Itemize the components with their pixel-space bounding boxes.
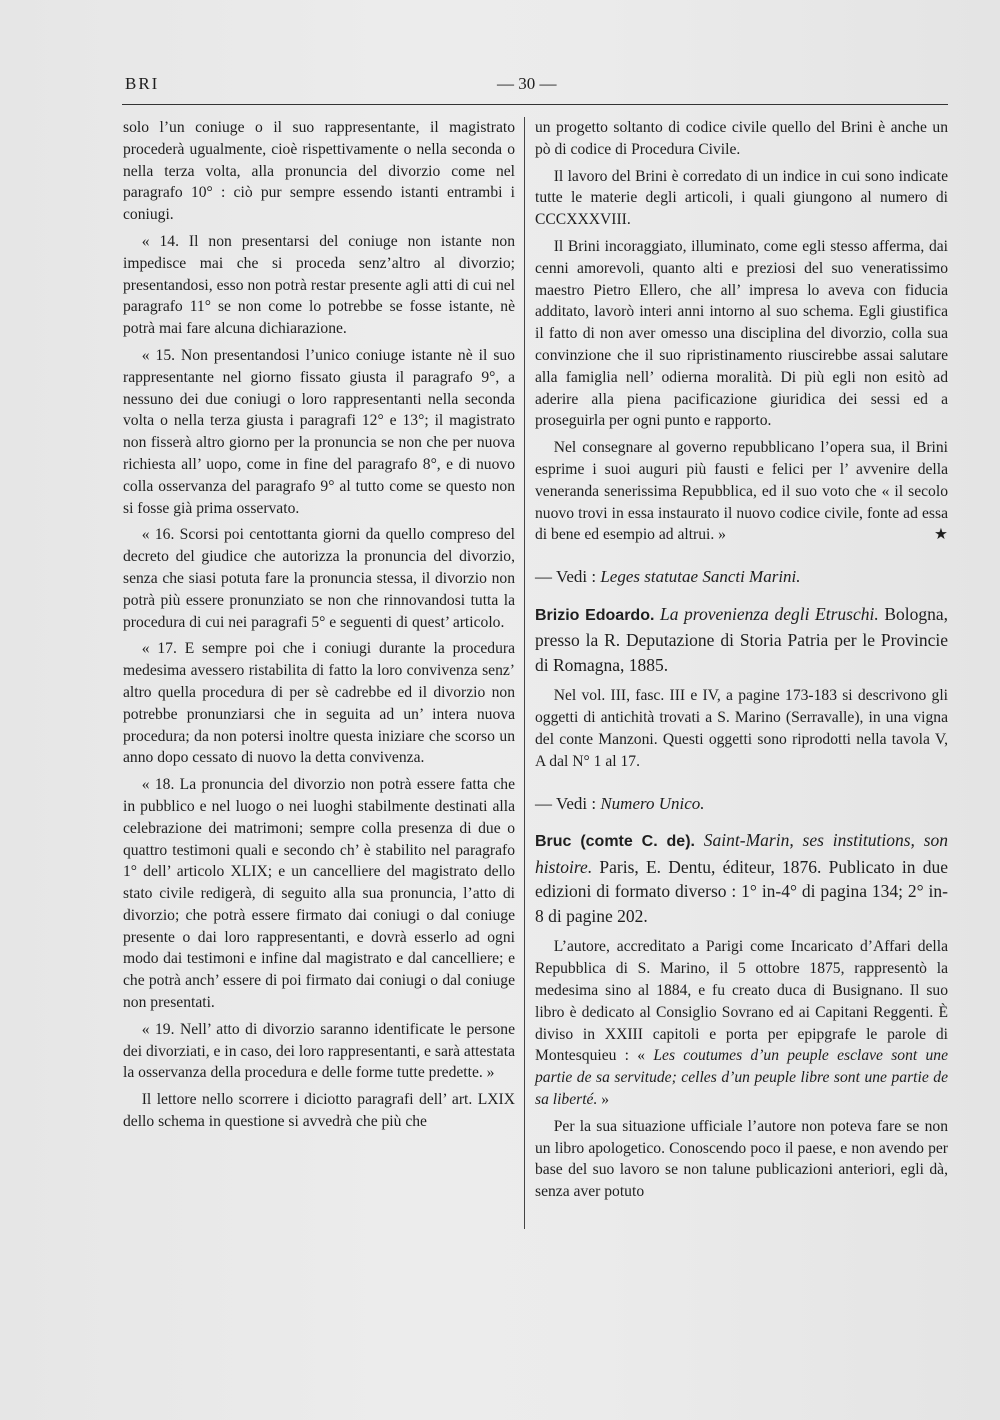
see-target: Leges statutae Sancti Marini. [600, 567, 801, 587]
paragraph: « 16. Scorsi poi centottanta giorni da quello compreso del decreto del giudice che autorizza la pronuncia del divorzio, senza che siasi potuta fare la pronuncia stessa, il divorzio non potrà più essere pronunziato se non che rinnovandosi tutta la procedura di cui nei paragrafi 5° e seguenti di quest’ articolo. [123, 526, 515, 631]
page-header [125, 74, 950, 98]
paragraph: « 19. Nell’ atto di divorzio saranno identificate le persone dei divorziati, e in caso, dei loro rappresentanti, e sarà attestata la osservanza della procedura e delle forme tutte predette. » [123, 1020, 515, 1082]
see-prefix: — Vedi : [535, 567, 601, 587]
see-also-reference [535, 566, 948, 588]
see-also-reference [535, 793, 948, 815]
paragraph: solo l’un coniuge o il suo rappresentante, il magistrato procederà ugualmente, cioè rispettivamente o nella seconda o nella terza volta, alla pronuncia del divorzio come nel paragrafo 10° : ciò pur sempre essendo istanti entrambi i coniugi. [123, 119, 515, 224]
epigraph-quote: Les coutumes d’un peuple esclave sont une partie de sa servitude; celles d’un peuple libre sont une partie de sa liberté. [535, 1047, 948, 1108]
left-column [123, 117, 515, 1133]
paragraph-with-star [535, 437, 948, 546]
entry-author: Bruc (comte C. de). [535, 833, 695, 851]
entry-author: Brizio Edoardo. [535, 606, 655, 624]
column-divider [524, 117, 525, 1229]
entry-title: La provenienza degli Etruschi. [660, 603, 879, 624]
paragraph: « 18. La pronuncia del divorzio non potrà essere fatta che in pubblico e nel luogo o nei luoghi stabilmente destinati alla celebrazione dei matrimoni; sempre colla presenza di due o quattro testimoni quali e secondo ch’ è stabilito nel paragrafo 1° dell’ articolo XLIX; e un cancelliere del magistrato dello stato civile redigerà, di seguito alla sua pronuncia, l’atto di divorzio; che potrà essere firmato dai coniugi o dal coniuge presente o dai loro rappresentanti, e dovrà esserlo ad ogni modo dai testimoni e infine dal magistrato e dal cancelliere; e che potrà anch’ essere di poi firmato dai coniugi o dal coniuge non presentati. [123, 776, 515, 1012]
running-head: BRI [125, 74, 160, 93]
quote-close: » [597, 1091, 610, 1108]
page-number: — 30 — [497, 74, 557, 93]
see-prefix: — Vedi : [535, 793, 601, 813]
paragraph: Per la sua situazione ufficiale l’autore non poteva fare se non un libro apologetico. Conoscendo poco il paese, e non avendo per base del suo lavoro se non talune publicazioni anteriori, egli dà, senza aver potuto [535, 1117, 948, 1201]
paragraph: « 14. Il non presentarsi del coniuge non istante non impedisce mai che si proceda senz’altro al divorzio; presentandosi, esso non potrà restar presente agli atti di cui nel paragrafo 11° se non come lo potrebbe se fosse istante, nè potrà mai fare alcuna dichiarazione. [123, 232, 515, 338]
paragraph: Il lavoro del Brini è corredato di un indice in cui sono indicate tutte le materie degli articoli, i quali giungono al numero di CCCXXXVIII. [535, 167, 948, 229]
entry-publication: Paris, E. Dentu, éditeur, 1876. Publicato in due edizioni di formato diverso : 1° in-4° di pagina 134; 2° in-8 di pagine 202. [535, 856, 949, 926]
entry-title: Saint-Marin, ses institutions, son histoire. [535, 830, 949, 877]
see-target: Numero Unico. [600, 793, 705, 813]
paragraph: un progetto soltanto di codice civile quello del Brini è anche un pò di codice di Procedura Civile. [535, 119, 948, 158]
bibliography-entry-heading [535, 828, 948, 928]
paragraph: « 15. Non presentandosi l’unico coniuge istante nè il suo rappresentante nel giorno fissato giusta il paragrafo 9°, a nessuno dei due coniugi o loro rappresentanti nella seconda volta o nella terza giusta i paragrafi 12° e 13°; il magistrato non fisserà altro giorno per la pronuncia se non che per nuova richiesta all’ uopo, come in fine del paragrafo 8°, e di nuovo colla osservanza del paragrafo 9° al tutto come se questo non si fosse già prima osservato. [123, 346, 515, 517]
paragraph: « 17. E sempre poi che i coniugi durante la procedura medesima avessero ristabilita di fatto la loro convivenza senz’ altro quella procedura di per sè cadrebbe ed il divorzio non potrebbe pronunziarsi che in seguita ad un’ intera nuova procedura; da non potersi inoltre questa iniziare che scorso un anno dopo cessato di nuovo la detta convivenza. [123, 640, 515, 767]
paragraph: Il Brini incoraggiato, illuminato, come egli stesso afferma, dai cenni amorevoli, quanto alti e preziosi del suo veneratissimo maestro Pietro Ellero, che all’ impresa lo aveva con fiducia additato, lavorò interi anni intorno al suo schema. Egli giustifica il fatto di non aver omesso una disciplina del divorzio, colla sua convinzione che il suo ripristinamento riuscirebbe assai salutare alla famiglia nell’ odierna moralità. Di più egli non esitò ad aderire alla piena pacificazione giuridica dei sessi ed a proseguirla per ogni punto e rapporto. [535, 237, 948, 430]
right-column [535, 117, 948, 1203]
description-text: L’autore, accreditato a Parigi come Incaricato d’Affari della Repubblica di S. Marino, il 5 ottobre 1875, rappresentò la medesima sino al 1884, e fu creato duca di Busignano. Il suo libro è dedicato al Consiglio Sovrano ed ai Capitani Reggenti. È diviso in XXIII capitoli e porta per epipgrafe le parole di Montesquieu : « [535, 938, 948, 1065]
star-icon: ★ [934, 526, 948, 544]
entry-publication: Bologna, presso la R. Deputazione di Storia Patria per le Provincie di Romagna, 1885. [535, 603, 949, 675]
entry-description [535, 936, 948, 1110]
paragraph: Il lettore nello scorrere i diciotto paragrafi dell’ art. LXIX dello schema in questione si avvedrà che più che [123, 1091, 515, 1131]
paragraph-text: Nel consegnare al governo repubblicano l’opera sua, il Brini esprime i suoi auguri più fausti e felici per l’ avvenire della veneranda senerissima Repubblica, ed il suo voto che « il secolo nuovo trovi in essa instaurato il nuovo codice civile, fonte ad essa di bene ed esempio ad altrui. » [535, 439, 948, 544]
header-rule [122, 104, 948, 105]
entry-description: Nel vol. III, fasc. III e IV, a pagine 173-183 si descrivono gli oggetti di antichità trovati a S. Marino (Serravalle), in una vigna del conte Manzoni. Questi oggetti sono riprodotti nella tavola V, A dal N° 1 al 17. [535, 687, 948, 770]
bibliography-entry-heading [535, 602, 948, 678]
